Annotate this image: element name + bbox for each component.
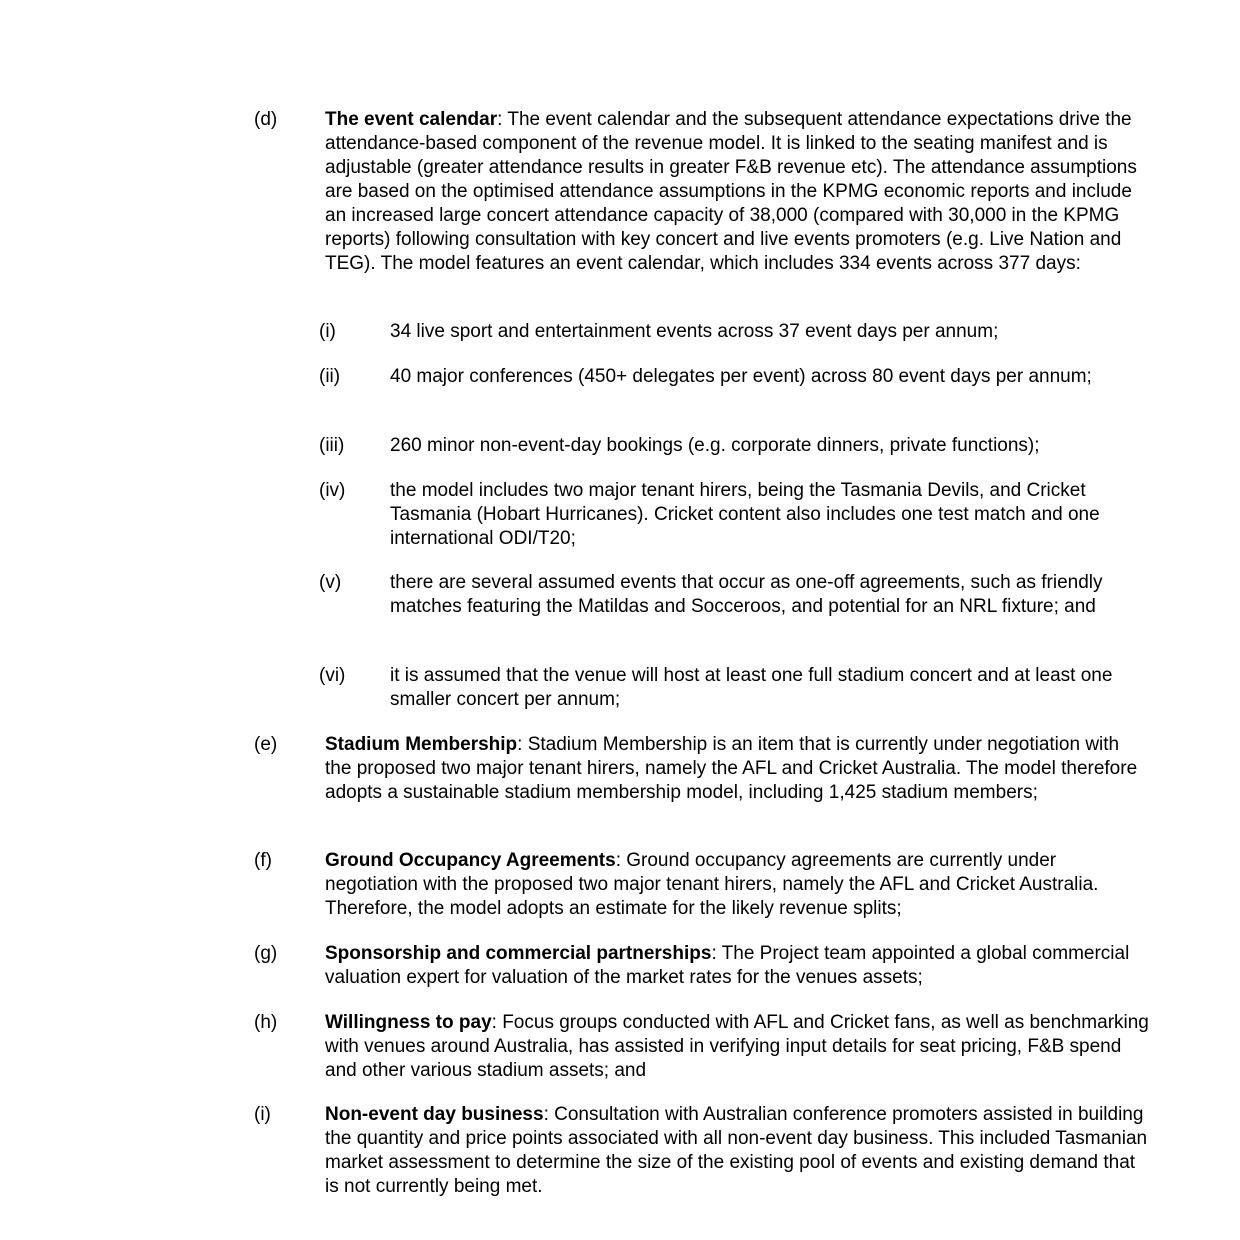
item-label: (h) bbox=[254, 1012, 278, 1033]
item-body: : The Project team appointed a global commercial valuation expert for valuation of the market rates for the venues assets; bbox=[325, 943, 1130, 988]
item-label: (i) bbox=[254, 1104, 271, 1125]
item-heading: Ground Occupancy Agreements bbox=[325, 850, 616, 871]
sub-item-label: (ii) bbox=[319, 366, 341, 387]
item-heading: Non-event day business bbox=[325, 1104, 544, 1125]
item-paragraph bbox=[325, 108, 1150, 276]
sub-item-text: 260 minor non-event-day bookings (e.g. corporate dinners, private functions); bbox=[390, 435, 1040, 456]
sub-item-text: it is assumed that the venue will host at least one full stadium concert and at least one smaller concert per annum; bbox=[390, 665, 1113, 710]
item-paragraph bbox=[325, 942, 1150, 990]
sub-item-text: there are several assumed events that occur as one-off agreements, such as friendly matches featuring the Matildas and Socceroos, and potential for an NRL fixture; and bbox=[390, 572, 1103, 617]
item-label: (d) bbox=[254, 109, 278, 130]
item-paragraph bbox=[325, 1011, 1150, 1083]
item-paragraph bbox=[325, 1103, 1150, 1199]
sub-item-text: 40 major conferences (450+ delegates per event) across 80 event days per annum; bbox=[390, 366, 1092, 387]
item-label: (e) bbox=[254, 734, 278, 755]
item-heading: The event calendar bbox=[325, 109, 498, 130]
item-body: : Consultation with Australian conference promoters assisted in building the quantity and price points associated with all non-event day business. This included Tasmanian market assessment to determine the size of the existing pool of events and existing demand that is not currently being met. bbox=[325, 1104, 1148, 1197]
item-heading: Sponsorship and commercial partnerships bbox=[325, 943, 712, 964]
item-paragraph bbox=[325, 733, 1150, 805]
item-label: (g) bbox=[254, 943, 278, 964]
item-body: : The event calendar and the subsequent attendance expectations drive the attendance-based component of the revenue model. It is linked to the seating manifest and is adjustable (greater attendance results in greater F&B revenue etc). The attendance assumptions are based on the optimised attendance assumptions in the KPMG economic reports and include an increased large concert attendance capacity of 38,000 (compared with 30,000 in the KPMG reports) following consultation with key concert and live events promoters (e.g. Live Nation and TEG). The model features an event calendar, which includes 334 events across 377 days: bbox=[325, 109, 1137, 274]
sub-item-text: the model includes two major tenant hirers, being the Tasmania Devils, and Cricket Tasmania (Hobart Hurricanes). Cricket content also includes one test match and one international ODI/T20; bbox=[390, 480, 1100, 549]
item-body: : Stadium Membership is an item that is currently under negotiation with the proposed two major tenant hirers, namely the AFL and Cricket Australia. The model therefore adopts a sustainable stadium membership model, including 1,425 stadium members; bbox=[325, 734, 1138, 803]
sub-item-label: (vi) bbox=[319, 665, 346, 686]
sub-item-label: (iv) bbox=[319, 480, 346, 501]
item-heading: Willingness to pay bbox=[325, 1012, 492, 1033]
item-heading: Stadium Membership bbox=[325, 734, 518, 755]
item-label: (f) bbox=[254, 850, 272, 871]
item-paragraph bbox=[325, 849, 1150, 921]
sub-item-text: 34 live sport and entertainment events across 37 event days per annum; bbox=[390, 321, 999, 342]
sub-item-label: (iii) bbox=[319, 435, 345, 456]
item-body: : Focus groups conducted with AFL and Cricket fans, as well as benchmarking with venues around Australia, has assisted in verifying input details for seat pricing, F&B spend and other various stadium assets; and bbox=[325, 1012, 1149, 1081]
sub-item-label: (i) bbox=[319, 321, 336, 342]
sub-item-label: (v) bbox=[319, 572, 342, 593]
item-body: : Ground occupancy agreements are currently under negotiation with the proposed two major tenant hirers, namely the AFL and Cricket Australia. Therefore, the model adopts an estimate for the likely revenue splits; bbox=[325, 850, 1099, 919]
